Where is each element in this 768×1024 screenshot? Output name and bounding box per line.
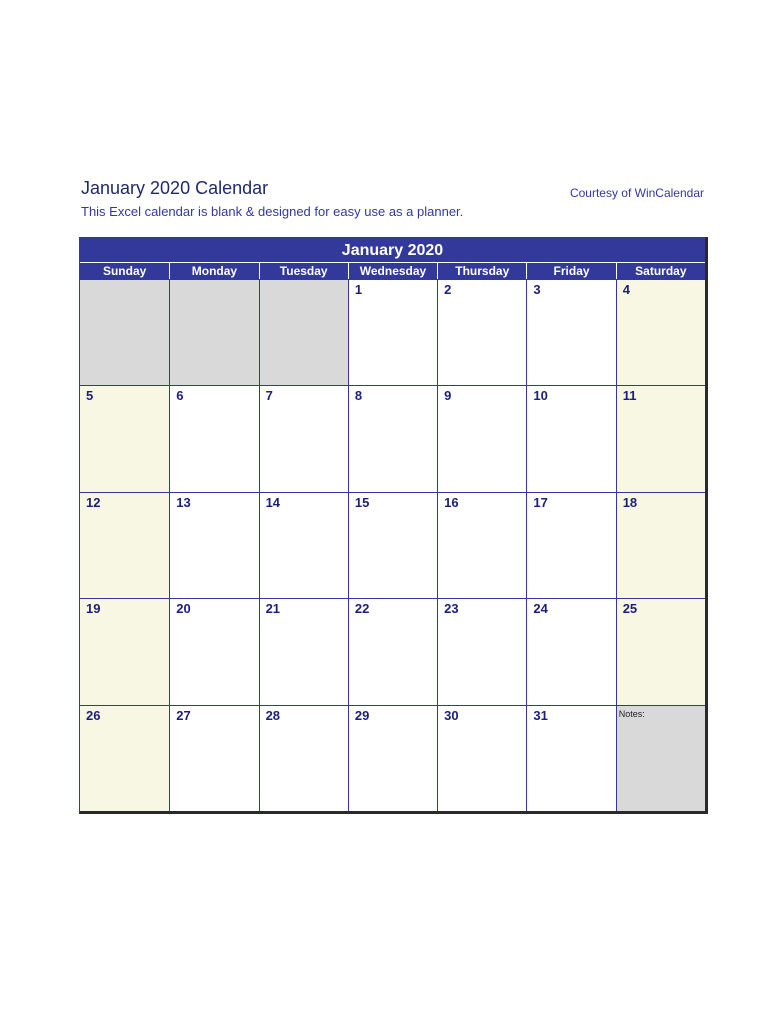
day-number: 23 (444, 601, 459, 617)
day-cell[interactable] (616, 492, 705, 598)
day-number: 7 (265, 388, 273, 404)
day-cell[interactable] (437, 598, 526, 704)
empty-day-cell (169, 279, 258, 385)
weekday-monday: Monday (169, 263, 258, 279)
day-number: 28 (265, 707, 281, 723)
day-number: 11 (622, 388, 637, 404)
weekday-thursday: Thursday (437, 263, 526, 279)
day-cell[interactable] (526, 279, 615, 385)
day-number: 27 (176, 707, 191, 723)
day-cell[interactable] (348, 492, 437, 598)
page-title: January 2020 Calendar (81, 178, 269, 198)
courtesy-link[interactable]: Courtesy of WinCalendar (569, 186, 704, 200)
empty-day-cell (259, 279, 348, 385)
weekday-saturday: Saturday (616, 263, 705, 279)
day-number: 10 (533, 388, 548, 404)
day-cell[interactable] (616, 279, 705, 385)
day-cell[interactable] (259, 598, 348, 704)
day-cell[interactable] (348, 279, 437, 385)
day-cell[interactable] (169, 598, 258, 704)
day-cell[interactable] (259, 385, 348, 491)
day-cell[interactable] (526, 598, 615, 704)
month-header: January 2020 (80, 238, 705, 262)
day-number: 25 (622, 601, 638, 617)
day-number: 17 (533, 494, 548, 510)
day-number: 4 (622, 282, 630, 297)
day-number: 22 (354, 601, 370, 617)
weekday-wednesday: Wednesday (348, 263, 437, 279)
day-cell[interactable] (348, 598, 437, 704)
day-number: 8 (354, 388, 363, 404)
day-number: 21 (265, 601, 281, 617)
day-number: 2 (444, 282, 452, 297)
day-cell[interactable] (437, 279, 526, 385)
day-cell[interactable] (80, 492, 169, 598)
empty-day-cell (80, 279, 169, 385)
day-cell[interactable] (80, 598, 169, 704)
day-number: 30 (444, 707, 459, 723)
day-cell[interactable] (616, 598, 705, 704)
day-cell[interactable] (80, 705, 169, 811)
day-cell[interactable] (526, 385, 615, 491)
day-number: 24 (533, 601, 548, 617)
day-number: 12 (86, 494, 101, 510)
day-number: 5 (86, 388, 94, 404)
day-grid (80, 279, 705, 811)
day-number: 16 (444, 494, 459, 510)
day-number: 13 (176, 494, 191, 510)
day-cell[interactable] (259, 492, 348, 598)
day-cell[interactable] (80, 385, 169, 491)
day-cell[interactable] (169, 492, 258, 598)
notes-cell[interactable] (616, 705, 705, 811)
day-number: 29 (354, 707, 370, 723)
day-cell[interactable] (259, 705, 348, 811)
day-number: 26 (86, 707, 101, 723)
day-number: 31 (533, 707, 548, 723)
day-cell[interactable] (169, 705, 258, 811)
notes-label: Notes: (618, 708, 645, 719)
day-cell[interactable] (348, 385, 437, 491)
weekday-friday: Friday (526, 263, 615, 279)
day-cell[interactable] (437, 492, 526, 598)
weekday-header-row (80, 262, 705, 279)
day-number: 18 (622, 494, 638, 510)
weekday-tuesday: Tuesday (259, 263, 348, 279)
page-subtitle: This Excel calendar is blank & designed for easy use as a planner. (81, 204, 464, 219)
day-number: 3 (533, 282, 541, 297)
day-number: 14 (265, 494, 281, 510)
day-cell[interactable] (526, 492, 615, 598)
day-cell[interactable] (169, 385, 258, 491)
day-cell[interactable] (526, 705, 615, 811)
day-number: 1 (354, 282, 363, 297)
day-cell[interactable] (348, 705, 437, 811)
day-number: 9 (444, 388, 452, 404)
day-cell[interactable] (616, 385, 705, 491)
day-cell[interactable] (437, 385, 526, 491)
day-number: 15 (354, 494, 370, 510)
day-number: 6 (176, 388, 184, 404)
day-cell[interactable] (437, 705, 526, 811)
day-number: 19 (86, 601, 101, 617)
day-number: 20 (176, 601, 191, 617)
weekday-sunday: Sunday (102, 264, 147, 278)
calendar-grid (79, 237, 708, 814)
